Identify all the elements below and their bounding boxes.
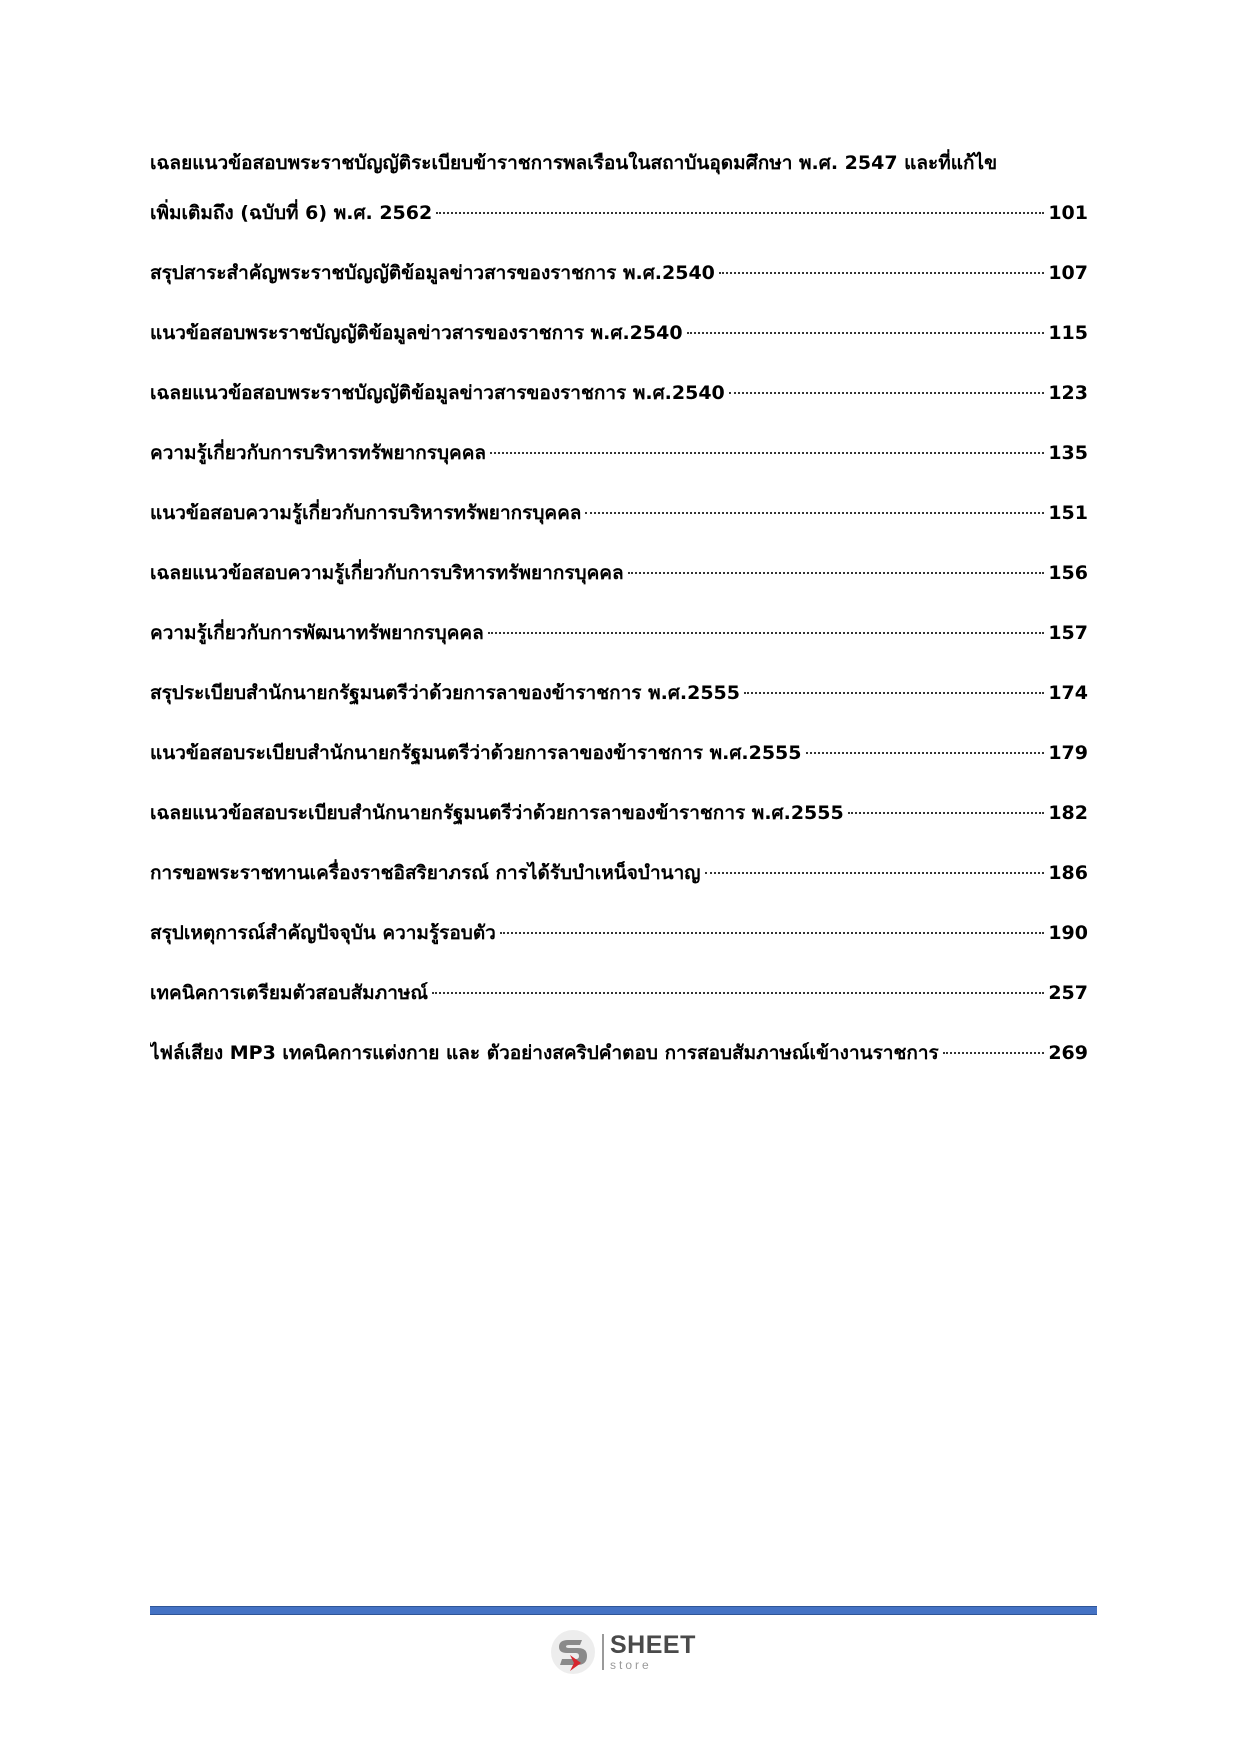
toc-entry-title: ความรู้เกี่ยวกับการบริหารทรัพยากรบุคคล: [150, 442, 487, 464]
toc-page-number: 101: [1048, 202, 1088, 224]
toc-entry[interactable]: [150, 438, 1088, 468]
toc-page-number: 135: [1048, 442, 1088, 464]
toc-entry-title: แนวข้อสอบพระราชบัญญัติข้อมูลข่าวสารของราชการ พ.ศ.2540: [150, 322, 683, 344]
toc-entry-title: เฉลยแนวข้อสอบระเบียบสำนักนายกรัฐมนตรีว่าด้วยการลาของข้าราชการ พ.ศ.2555: [150, 802, 844, 824]
toc-page-number: 182: [1048, 802, 1088, 824]
dot-leader: [806, 752, 1045, 754]
dot-leader: [490, 452, 1044, 454]
toc-entry[interactable]: [150, 978, 1088, 1008]
toc-page-number: 174: [1048, 682, 1088, 704]
dot-leader: [744, 692, 1044, 694]
toc-entry[interactable]: [150, 618, 1088, 648]
toc-entry[interactable]: [150, 498, 1088, 528]
dot-leader: [705, 872, 1045, 874]
toc-entry[interactable]: [150, 148, 1088, 228]
dot-leader: [436, 212, 1044, 214]
toc-entry[interactable]: [150, 378, 1088, 408]
toc-entry-title: เทคนิคการเตรียมตัวสอบสัมภาษณ์: [150, 982, 429, 1004]
toc-entry[interactable]: [150, 558, 1088, 588]
toc-entry[interactable]: [150, 798, 1088, 828]
toc-page-number: 179: [1048, 742, 1088, 764]
toc-entry[interactable]: [150, 858, 1088, 888]
dot-leader: [488, 632, 1045, 634]
toc-entry-title: แนวข้อสอบความรู้เกี่ยวกับการบริหารทรัพยากรบุคคล: [150, 502, 582, 524]
logo-text: [610, 1633, 696, 1671]
toc-entry-title: แนวข้อสอบระเบียบสำนักนายกรัฐมนตรีว่าด้วยการลาของข้าราชการ พ.ศ.2555: [150, 742, 802, 764]
dot-leader: [585, 512, 1044, 514]
logo-word: SHEET: [610, 1631, 696, 1659]
toc-page-number: 157: [1048, 622, 1088, 644]
toc-entry[interactable]: [150, 258, 1088, 288]
toc-entry-title: สรุปสาระสำคัญพระราชบัญญัติข้อมูลข่าวสารของราชการ พ.ศ.2540: [150, 262, 715, 284]
table-of-contents: [150, 148, 1088, 1098]
footer-rule: [150, 1606, 1097, 1615]
toc-page-number: 123: [1048, 382, 1088, 404]
dot-leader: [500, 932, 1044, 934]
dot-leader: [848, 812, 1045, 814]
toc-entry-title-line1: เฉลยแนวข้อสอบพระราชบัญญัติระเบียบข้าราชการพลเรือนในสถาบันอุดมศึกษา พ.ศ. 2547 และที่แก้ไข: [150, 152, 998, 174]
sheet-store-s-logo-icon: [548, 1627, 598, 1677]
toc-entry[interactable]: [150, 918, 1088, 948]
logo-subword: store: [610, 1658, 652, 1672]
toc-entry-title: สรุปเหตุการณ์สำคัญปัจจุบัน ความรู้รอบตัว: [150, 922, 496, 944]
toc-page-number: 190: [1048, 922, 1088, 944]
toc-entry[interactable]: [150, 1038, 1088, 1068]
toc-list: [150, 258, 1088, 1068]
toc-page-number: 115: [1048, 322, 1088, 344]
sheet-store-logo: [548, 1626, 696, 1678]
toc-entry[interactable]: [150, 678, 1088, 708]
toc-entry-title-line2: เพิ่มเติมถึง (ฉบับที่ 6) พ.ศ. 2562: [150, 202, 433, 224]
dot-leader: [432, 992, 1044, 994]
toc-entry-title: การขอพระราชทานเครื่องราชอิสริยาภรณ์ การได้รับบำเหน็จบำนาญ: [150, 862, 701, 884]
dot-leader: [719, 272, 1044, 274]
toc-page-number: 186: [1048, 862, 1088, 884]
dot-leader: [943, 1052, 1045, 1054]
toc-page-number: 269: [1048, 1042, 1088, 1064]
toc-entry-title: ความรู้เกี่ยวกับการพัฒนาทรัพยากรบุคคล: [150, 622, 484, 644]
dot-leader: [628, 572, 1045, 574]
dot-leader: [729, 392, 1045, 394]
toc-entry-title: เฉลยแนวข้อสอบพระราชบัญญัติข้อมูลข่าวสารของราชการ พ.ศ.2540: [150, 382, 725, 404]
toc-page-number: 257: [1048, 982, 1088, 1004]
toc-page-number: 156: [1048, 562, 1088, 584]
toc-entry-title: ไฟล์เสียง MP3 เทคนิคการแต่งกาย และ ตัวอย่างสคริปคำตอบ การสอบสัมภาษณ์เข้างานราชการ: [150, 1042, 939, 1064]
toc-entry[interactable]: [150, 738, 1088, 768]
dot-leader: [687, 332, 1045, 334]
toc-entry-title: สรุประเบียบสำนักนายกรัฐมนตรีว่าด้วยการลาของข้าราชการ พ.ศ.2555: [150, 682, 740, 704]
toc-entry[interactable]: [150, 318, 1088, 348]
toc-page-number: 151: [1048, 502, 1088, 524]
toc-page-number: 107: [1048, 262, 1088, 284]
logo-divider: [602, 1634, 604, 1670]
toc-entry-title: เฉลยแนวข้อสอบความรู้เกี่ยวกับการบริหารทรัพยากรบุคคล: [150, 562, 624, 584]
